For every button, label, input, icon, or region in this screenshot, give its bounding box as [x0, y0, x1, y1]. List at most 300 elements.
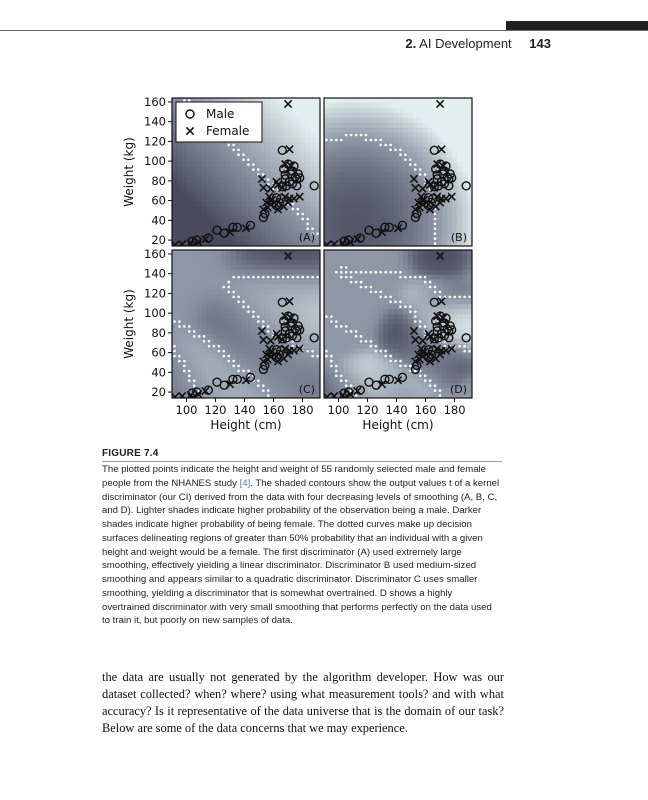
contour-cell	[354, 368, 360, 374]
contour-cell	[256, 226, 262, 232]
contour-cell	[423, 236, 429, 242]
contour-cell	[216, 359, 222, 365]
contour-cell	[403, 177, 409, 183]
contour-cell	[398, 128, 404, 134]
y-axis-label: Weight (kg)	[122, 137, 136, 207]
contour-cell	[354, 289, 360, 295]
contour-cell	[221, 152, 227, 158]
contour-cell	[344, 167, 350, 173]
decision-boundary-dot	[316, 355, 319, 358]
contour-cell	[187, 255, 193, 261]
contour-cell	[310, 260, 316, 266]
contour-cell	[324, 182, 330, 188]
contour-cell	[197, 299, 203, 305]
contour-cell	[324, 334, 330, 340]
contour-cell	[354, 216, 360, 222]
contour-cell	[349, 289, 355, 295]
contour-cell	[241, 319, 247, 325]
contour-cell	[344, 368, 350, 374]
contour-cell	[442, 137, 448, 143]
decision-boundary-dot	[262, 384, 265, 387]
contour-cell	[236, 216, 242, 222]
contour-cell	[359, 147, 365, 153]
contour-cell	[226, 216, 232, 222]
contour-cell	[339, 334, 345, 340]
contour-cell	[368, 192, 374, 198]
contour-cell	[226, 202, 232, 208]
contour-cell	[437, 363, 443, 369]
contour-cell	[211, 147, 217, 153]
contour-cell	[187, 359, 193, 365]
contour-cell	[305, 137, 311, 143]
contour-cell	[413, 388, 419, 394]
contour-cell	[428, 113, 434, 119]
contour-cell	[197, 211, 203, 217]
contour-cell	[236, 236, 242, 242]
contour-cell	[457, 363, 463, 369]
contour-cell	[398, 187, 404, 193]
decision-boundary-dot	[325, 139, 328, 142]
contour-cell	[310, 172, 316, 178]
contour-cell	[354, 147, 360, 153]
contour-cell	[339, 103, 345, 109]
contour-cell	[261, 221, 267, 227]
contour-cell	[393, 285, 399, 291]
contour-cell	[388, 349, 394, 355]
contour-cell	[295, 152, 301, 158]
contour-cell	[329, 162, 335, 168]
contour-cell	[363, 202, 369, 208]
contour-cell	[251, 157, 257, 163]
contour-cell	[177, 147, 183, 153]
contour-cell	[197, 304, 203, 310]
decision-boundary-dot	[232, 360, 235, 363]
contour-cell	[457, 324, 463, 330]
contour-cell	[310, 270, 316, 276]
contour-cell	[305, 324, 311, 330]
contour-cell	[408, 383, 414, 389]
contour-cell	[236, 319, 242, 325]
contour-cell	[383, 324, 389, 330]
contour-cell	[221, 280, 227, 286]
contour-cell	[447, 265, 453, 271]
caption-rule	[102, 461, 502, 462]
contour-cell	[452, 354, 458, 360]
contour-cell	[241, 167, 247, 173]
contour-cell	[423, 255, 429, 261]
decision-boundary-dot	[439, 389, 442, 392]
contour-cell	[388, 152, 394, 158]
contour-cell	[423, 314, 429, 320]
contour-cell	[192, 280, 198, 286]
contour-cell	[211, 216, 217, 222]
contour-cell	[462, 285, 468, 291]
contour-cell	[349, 359, 355, 365]
decision-boundary-dot	[335, 139, 338, 142]
contour-cell	[182, 344, 188, 350]
decision-boundary-dot	[257, 315, 260, 318]
contour-cell	[182, 349, 188, 355]
contour-cell	[398, 192, 404, 198]
contour-cell	[197, 270, 203, 276]
contour-cell	[231, 207, 237, 213]
contour-cell	[310, 128, 316, 134]
contour-cell	[256, 289, 262, 295]
contour-cell	[216, 294, 222, 300]
contour-cell	[344, 113, 350, 119]
contour-cell	[300, 113, 306, 119]
contour-cell	[182, 187, 188, 193]
contour-cell	[216, 197, 222, 203]
contour-cell	[408, 152, 414, 158]
contour-cell	[285, 123, 291, 129]
contour-cell	[290, 304, 296, 310]
contour-cell	[383, 152, 389, 158]
contour-cell	[403, 309, 409, 315]
contour-cell	[251, 329, 257, 335]
contour-cell	[388, 285, 394, 291]
contour-cell	[447, 270, 453, 276]
contour-cell	[349, 354, 355, 360]
contour-cell	[177, 226, 183, 232]
contour-cell	[339, 359, 345, 365]
contour-cell	[276, 216, 282, 222]
contour-cell	[182, 289, 188, 295]
contour-cell	[226, 314, 232, 320]
contour-cell	[462, 123, 468, 129]
contour-cell	[231, 216, 237, 222]
contour-cell	[182, 378, 188, 384]
contour-cell	[216, 187, 222, 193]
contour-cell	[344, 197, 350, 203]
contour-cell	[447, 157, 453, 163]
contour-cell	[354, 162, 360, 168]
contour-cell	[197, 344, 203, 350]
contour-cell	[271, 319, 277, 325]
contour-cell	[285, 216, 291, 222]
contour-cell	[398, 211, 404, 217]
contour-cell	[207, 255, 213, 261]
contour-cell	[423, 250, 429, 256]
contour-cell	[192, 275, 198, 281]
contour-cell	[363, 304, 369, 310]
contour-cell	[266, 280, 272, 286]
contour-cell	[256, 280, 262, 286]
contour-cell	[305, 304, 311, 310]
contour-cell	[383, 275, 389, 281]
contour-cell	[393, 108, 399, 114]
contour-cell	[310, 162, 316, 168]
contour-cell	[216, 216, 222, 222]
decision-boundary-dot	[232, 296, 235, 299]
contour-cell	[281, 260, 287, 266]
decision-boundary-dot	[419, 168, 422, 171]
contour-cell	[305, 118, 311, 124]
decision-boundary-dot	[404, 153, 407, 156]
contour-cell	[423, 270, 429, 276]
caption-citation-link[interactable]: [4]	[239, 477, 251, 489]
contour-cell	[334, 359, 340, 365]
contour-cell	[457, 285, 463, 291]
contour-cell	[354, 309, 360, 315]
contour-cell	[344, 299, 350, 305]
contour-cell	[285, 113, 291, 119]
contour-cell	[363, 103, 369, 109]
contour-cell	[393, 103, 399, 109]
contour-cell	[216, 177, 222, 183]
contour-cell	[373, 250, 379, 256]
contour-cell	[305, 162, 311, 168]
contour-cell	[266, 314, 272, 320]
contour-cell	[393, 349, 399, 355]
contour-cell	[462, 319, 468, 325]
contour-cell	[437, 280, 443, 286]
contour-cell	[359, 294, 365, 300]
contour-cell	[192, 270, 198, 276]
contour-cell	[383, 299, 389, 305]
contour-cell	[403, 314, 409, 320]
contour-cell	[221, 216, 227, 222]
contour-cell	[251, 280, 257, 286]
contour-cell	[236, 177, 242, 183]
contour-cell	[462, 103, 468, 109]
contour-cell	[354, 299, 360, 305]
contour-cell	[398, 207, 404, 213]
contour-cell	[413, 289, 419, 295]
contour-cell	[368, 359, 374, 365]
contour-cell	[226, 197, 232, 203]
contour-cell	[373, 314, 379, 320]
contour-cell	[447, 285, 453, 291]
contour-cell	[403, 202, 409, 208]
contour-cell	[300, 128, 306, 134]
contour-cell	[177, 177, 183, 183]
contour-cell	[462, 363, 468, 369]
contour-cell	[207, 226, 213, 232]
contour-cell	[261, 250, 267, 256]
contour-cell	[378, 334, 384, 340]
decision-boundary-dot	[404, 276, 407, 279]
contour-cell	[354, 207, 360, 213]
contour-cell	[393, 202, 399, 208]
contour-cell	[221, 319, 227, 325]
contour-cell	[197, 162, 203, 168]
contour-cell	[339, 167, 345, 173]
contour-cell	[226, 275, 232, 281]
contour-cell	[462, 152, 468, 158]
contour-cell	[383, 339, 389, 345]
contour-cell	[344, 182, 350, 188]
contour-cell	[344, 211, 350, 217]
contour-cell	[383, 211, 389, 217]
contour-cell	[344, 373, 350, 379]
contour-cell	[236, 354, 242, 360]
contour-cell	[413, 113, 419, 119]
contour-cell	[408, 197, 414, 203]
contour-cell	[202, 167, 208, 173]
contour-cell	[393, 231, 399, 237]
contour-cell	[344, 319, 350, 325]
contour-cell	[305, 280, 311, 286]
contour-cell	[221, 270, 227, 276]
contour-cell	[207, 182, 213, 188]
contour-cell	[398, 285, 404, 291]
contour-cell	[334, 255, 340, 261]
contour-cell	[207, 285, 213, 291]
contour-cell	[354, 285, 360, 291]
contour-cell	[334, 123, 340, 129]
contour-cell	[202, 294, 208, 300]
contour-cell	[187, 363, 193, 369]
contour-cell	[290, 221, 296, 227]
contour-cell	[177, 378, 183, 384]
contour-cell	[442, 207, 448, 213]
decision-boundary-dot	[424, 173, 427, 176]
contour-cell	[329, 373, 335, 379]
decision-boundary-dot	[335, 325, 338, 328]
contour-cell	[339, 250, 345, 256]
contour-cell	[261, 285, 267, 291]
contour-cell	[192, 152, 198, 158]
contour-cell	[354, 221, 360, 227]
contour-cell	[285, 383, 291, 389]
decision-boundary-dot	[389, 360, 392, 363]
contour-cell	[373, 211, 379, 217]
decision-boundary-dot	[257, 276, 260, 279]
decision-boundary-dot	[389, 355, 392, 358]
contour-cell	[231, 285, 237, 291]
contour-cell	[408, 344, 414, 350]
contour-cell	[408, 265, 414, 271]
contour-cell	[413, 118, 419, 124]
decision-boundary-dot	[434, 223, 437, 226]
decision-boundary-dot	[311, 350, 314, 353]
decision-boundary-dot	[434, 237, 437, 240]
contour-cell	[182, 314, 188, 320]
contour-cell	[324, 202, 330, 208]
contour-cell	[344, 172, 350, 178]
contour-cell	[413, 299, 419, 305]
contour-cell	[187, 172, 193, 178]
contour-cell	[202, 172, 208, 178]
contour-cell	[172, 182, 178, 188]
contour-cell	[324, 216, 330, 222]
contour-cell	[182, 319, 188, 325]
decision-boundary-dot	[330, 355, 333, 358]
decision-boundary-dot	[375, 291, 378, 294]
decision-boundary-dot	[183, 365, 186, 368]
contour-cell	[172, 202, 178, 208]
contour-cell	[192, 172, 198, 178]
contour-cell	[452, 373, 458, 379]
contour-cell	[359, 167, 365, 173]
contour-cell	[226, 344, 232, 350]
contour-cell	[388, 123, 394, 129]
contour-cell	[428, 265, 434, 271]
contour-cell	[349, 255, 355, 261]
decision-boundary-dot	[330, 320, 333, 323]
contour-cell	[393, 354, 399, 360]
contour-cell	[329, 152, 335, 158]
contour-cell	[172, 192, 178, 198]
contour-cell	[368, 329, 374, 335]
decision-boundary-dot	[330, 360, 333, 363]
contour-cell	[368, 319, 374, 325]
contour-cell	[368, 349, 374, 355]
contour-cell	[462, 270, 468, 276]
contour-cell	[447, 289, 453, 295]
decision-boundary-dot	[419, 173, 422, 176]
contour-cell	[266, 255, 272, 261]
contour-cell	[236, 231, 242, 237]
contour-cell	[457, 216, 463, 222]
decision-boundary-dot	[252, 168, 255, 171]
contour-cell	[300, 299, 306, 305]
contour-cell	[207, 157, 213, 163]
contour-cell	[192, 162, 198, 168]
contour-cell	[339, 221, 345, 227]
contour-cell	[276, 285, 282, 291]
contour-cell	[339, 329, 345, 335]
contour-cell	[339, 133, 345, 139]
contour-cell	[295, 289, 301, 295]
contour-cell	[368, 304, 374, 310]
contour-cell	[281, 368, 287, 374]
contour-cell	[271, 103, 277, 109]
decision-boundary-dot	[399, 276, 402, 279]
contour-cell	[266, 260, 272, 266]
contour-cell	[398, 354, 404, 360]
contour-cell	[216, 167, 222, 173]
contour-cell	[276, 383, 282, 389]
contour-cell	[442, 260, 448, 266]
contour-cell	[226, 182, 232, 188]
contour-cell	[418, 265, 424, 271]
contour-cell	[329, 187, 335, 193]
contour-cell	[310, 98, 316, 104]
contour-cell	[423, 157, 429, 163]
contour-cell	[349, 98, 355, 104]
contour-cell	[393, 142, 399, 148]
contour-cell	[393, 118, 399, 124]
contour-cell	[339, 260, 345, 266]
contour-cell	[334, 354, 340, 360]
contour-cell	[368, 167, 374, 173]
contour-cell	[344, 137, 350, 143]
contour-cell	[368, 162, 374, 168]
contour-cell	[276, 388, 282, 394]
contour-cell	[256, 265, 262, 271]
contour-cell	[447, 118, 453, 124]
contour-cell	[177, 368, 183, 374]
contour-cell	[373, 275, 379, 281]
contour-cell	[363, 324, 369, 330]
contour-cell	[339, 368, 345, 374]
contour-cell	[334, 216, 340, 222]
contour-cell	[300, 373, 306, 379]
contour-cell	[408, 118, 414, 124]
contour-cell	[457, 98, 463, 104]
contour-cell	[363, 177, 369, 183]
contour-cell	[202, 378, 208, 384]
contour-cell	[452, 108, 458, 114]
contour-cell	[388, 207, 394, 213]
contour-cell	[226, 334, 232, 340]
contour-cell	[437, 373, 443, 379]
contour-cell	[251, 192, 257, 198]
contour-cell	[202, 344, 208, 350]
contour-cell	[393, 123, 399, 129]
